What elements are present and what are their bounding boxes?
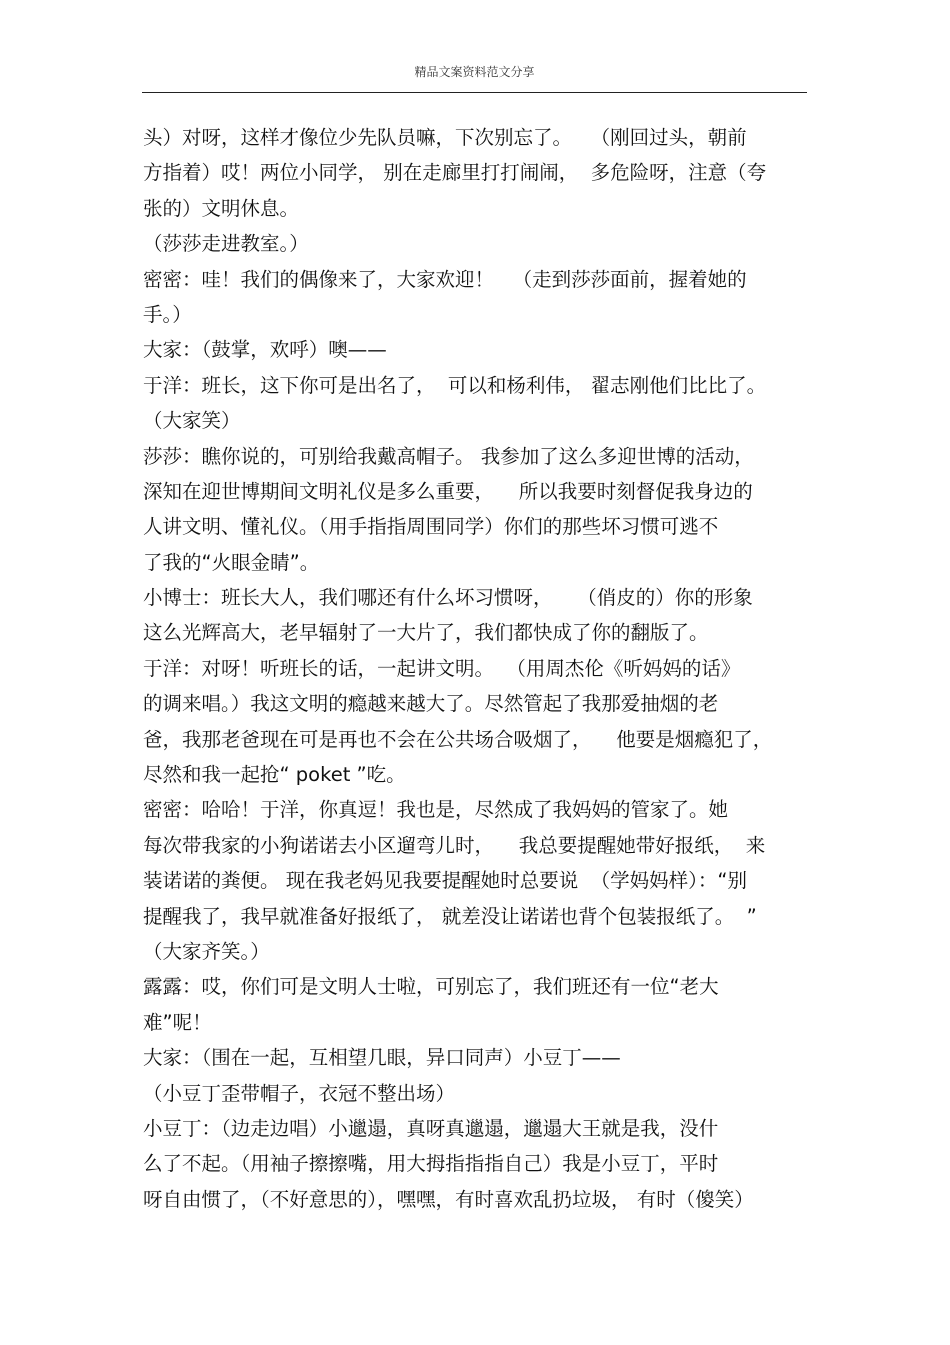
text-line: 莎莎：瞧你说的，可别给我戴高帽子。 我参加了这么多迎世博的活动， — [143, 444, 754, 468]
text-line: 尽然和我一起抢“ poket ”吃。 — [143, 763, 406, 787]
text-line: （大家笑） — [143, 409, 241, 433]
text-line: 装诺诺的粪便。 现在我老妈见我要提醒她时总要说 （学妈妈样）：“别 — [143, 869, 747, 893]
header-title: 精品文案资料范文分享 — [414, 65, 535, 79]
text-line: 密密：哈哈！于洋，你真逗！我也是，尽然成了我妈妈的管家了。她 — [143, 798, 729, 822]
text-line: 张的）文明休息。 — [143, 196, 300, 220]
text-line: 方指着）哎！两位小同学， 别在走廊里打打闹闹， 多危险呀，注意（夸 — [143, 161, 767, 185]
text-line: 露露：哎，你们可是文明人士啦，可别忘了，我们班还有一位“老大 — [143, 975, 719, 999]
text-line: 于洋：对呀！听班长的话，一起讲文明。 （用周杰伦《听妈妈的话》 — [143, 656, 741, 680]
text-line: 深知在迎世博期间文明礼仪是多么重要， 所以我要时刻督促我身边的 — [143, 479, 753, 503]
text-line: 的调来唱。）我这文明的瘾越来越大了。尽然管起了我那爱抽烟的老 — [143, 692, 719, 716]
text-line: 头）对呀，这样才像位少先队员嘛，下次别忘了。 （刚回过头，朝前 — [143, 126, 747, 149]
text-line: 呀自由惯了，（不好意思的），嘿嘿，有时喜欢乱扔垃圾， 有时（傻笑） — [143, 1187, 754, 1211]
text-line: 这么光辉高大，老早辐射了一大片了，我们都快成了你的翻版了。 — [143, 621, 709, 645]
text-line: 难”呢！ — [143, 1010, 212, 1034]
text-line: 提醒我了，我早就准备好报纸了， 就差没让诺诺也背个包装报纸了。 ” — [143, 904, 757, 928]
text-line: 大家：（围在一起，互相望几眼，异口同声）小豆丁—— — [143, 1046, 621, 1070]
text-line: 小博士：班长大人，我们哪还有什么坏习惯呀， （俏皮的）你的形象 — [143, 586, 753, 610]
text-line: 么了不起。（用袖子擦擦嘴，用大拇指指指自己）我是小豆丁，平时 — [143, 1152, 719, 1176]
text-line: 于洋：班长，这下你可是出名了， 可以和杨利伟， 翟志刚他们比比了。 — [143, 373, 767, 397]
text-line: 人讲文明、懂礼仪。（用手指指周围同学）你们的那些坏习惯可逃不 — [143, 515, 719, 539]
text-line: 小豆丁：（边走边唱）小邋遢，真呀真邋遢，邋遢大王就是我，没什 — [143, 1116, 719, 1140]
text-line: 密密：哇！我们的偶像来了，大家欢迎！ （走到莎莎面前，握着她的 — [143, 267, 747, 291]
document-body — [143, 120, 813, 1217]
text-line: 每次带我家的小狗诺诺去小区遛弯儿时， 我总要提醒她带好报纸， 来 — [143, 833, 766, 857]
text-line: 手。） — [143, 302, 192, 326]
text-line: 了我的“火眼金睛”。 — [143, 550, 320, 574]
page-header — [142, 62, 807, 93]
text-line: （小豆丁歪带帽子，衣冠不整出场） — [143, 1081, 456, 1105]
text-line: 大家：（鼓掌，欢呼）噢—— — [143, 338, 387, 362]
text-line: 爸，我那老爸现在可是再也不会在公共场合吸烟了， 他要是烟瘾犯了， — [143, 727, 773, 751]
text-line: （大家齐笑。） — [143, 939, 270, 963]
text-line: （莎莎走进教室。） — [143, 232, 309, 256]
